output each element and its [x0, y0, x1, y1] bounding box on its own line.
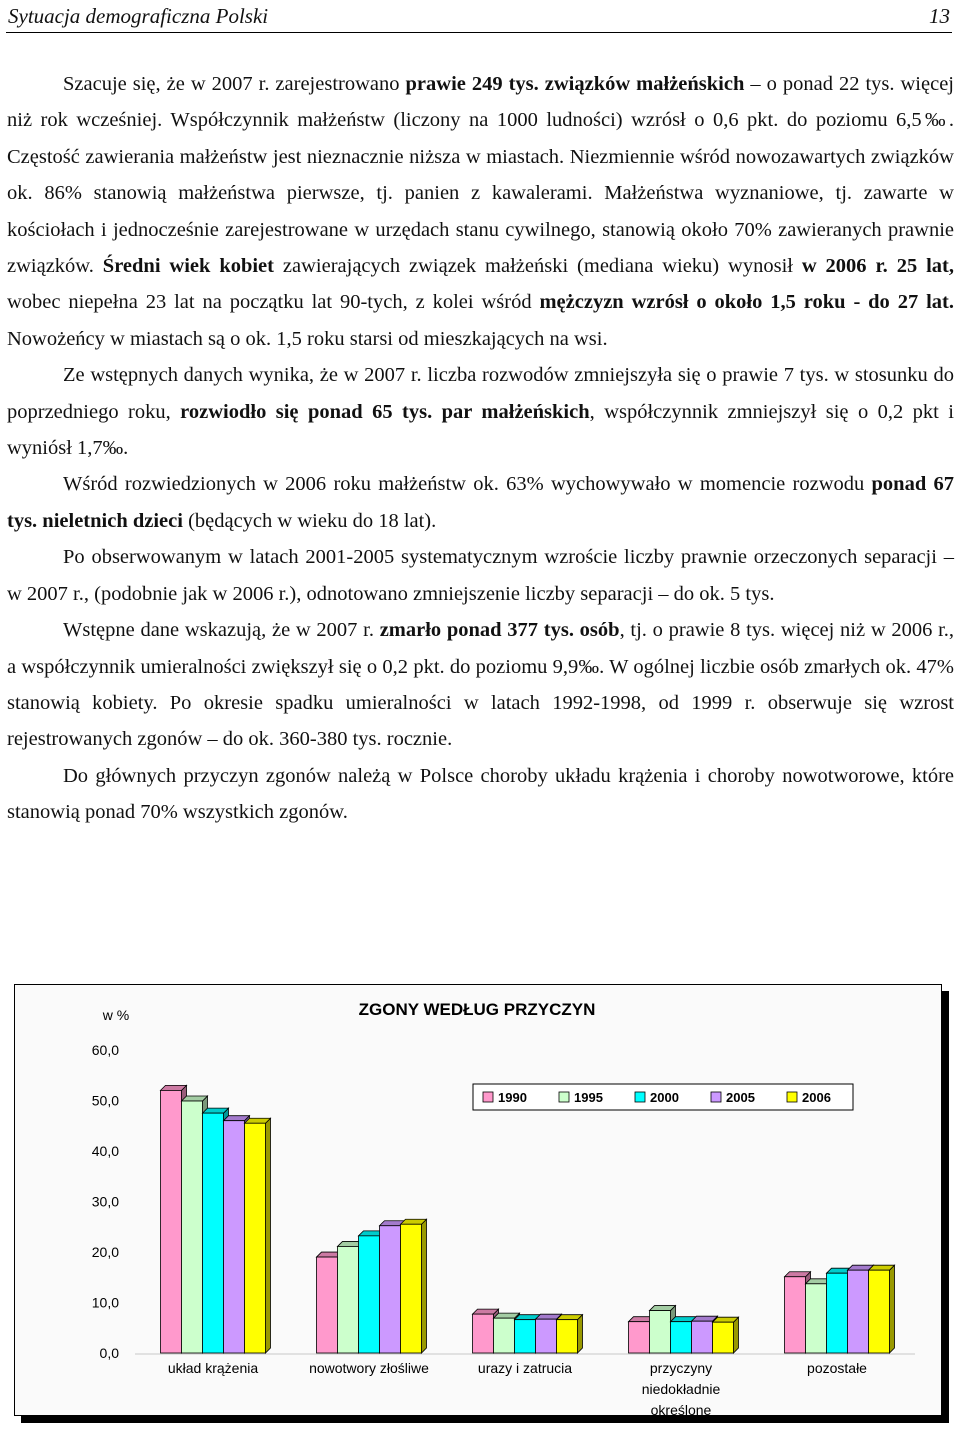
x-tick-label: niedokładnie — [641, 1381, 721, 1397]
y-tick-label: 30,0 — [91, 1193, 119, 1210]
bold-text: zmarło ponad 377 tys. osób — [379, 619, 620, 642]
legend-swatch — [635, 1092, 645, 1102]
paragraph — [7, 357, 954, 466]
text-run: Wstępne dane wskazują, że w 2007 r. — [63, 619, 380, 642]
bar-top — [182, 1096, 208, 1101]
bar-side — [890, 1265, 895, 1353]
legend-swatch — [711, 1092, 721, 1102]
bold-text: ponad 67 tys. nieletnich dzieci — [7, 473, 954, 532]
paragraph — [7, 612, 954, 758]
bar-top — [692, 1316, 718, 1321]
bold-text: prawie 249 tys. związków małżeńskich — [405, 73, 745, 95]
text-run: Nowożeńcy w miastach są o ok. 1,5 roku starsi od mieszkających na wsi. — [7, 327, 608, 350]
bar — [224, 1121, 245, 1353]
bar-top — [473, 1309, 499, 1314]
bar — [827, 1273, 848, 1353]
bar — [380, 1226, 401, 1353]
bold-text: w 2006 r. — [801, 255, 888, 278]
bar — [629, 1322, 650, 1353]
x-tick-label: przyczyny — [649, 1360, 713, 1376]
text-run: wobec niepełna 23 lat na początku lat 90-tych, z kolei wśród — [7, 291, 540, 314]
x-tick-label: pozostałe — [807, 1360, 867, 1376]
bar — [317, 1257, 338, 1353]
y-axis-label: w % — [102, 1007, 130, 1023]
bar — [713, 1322, 734, 1353]
bold-text: rozwiodło się ponad 65 tys. par małżeńskich — [180, 400, 590, 423]
legend-label: 1990 — [498, 1090, 527, 1105]
bar — [557, 1320, 578, 1353]
paragraph — [7, 539, 954, 612]
bar — [473, 1314, 494, 1353]
legend-label: 2006 — [802, 1090, 831, 1105]
x-tick-label: określone — [650, 1402, 712, 1415]
page-number: 13 — [929, 4, 950, 28]
chart-svg — [15, 985, 941, 1415]
x-tick-label: urazy i zatrucia — [477, 1360, 573, 1376]
text-run: – o ponad 22 tys. więcej niż rok wcześniej. Współczynnik małżeństw (liczony na 1000 ludności) wzrósł o 0,6 pkt. do poziomu 6,5‰. Częstość zawierania małżeństw jest nieznacznie niższa w miastach. Niezmiennie wśród nowozawartych związków ok. 86% stanowią małżeństwa pierwsze, tj. panien z kawalerami. Małżeństwa wyznaniowe, tj. zawarte w kościołach i jednocześnie zarejestrowane w urzędach stanu cywilnego, stanowią około 70% zawieranych prawnie związków. — [7, 73, 954, 278]
y-tick-label: 50,0 — [91, 1092, 119, 1109]
bar — [161, 1090, 182, 1353]
bar — [494, 1318, 515, 1353]
bar-top — [224, 1116, 250, 1121]
bar-top — [869, 1265, 895, 1270]
bar-top — [713, 1317, 739, 1322]
bar-top — [203, 1108, 229, 1113]
legend-label: 1995 — [574, 1090, 603, 1105]
x-tick-label: nowotwory złośliwe — [309, 1360, 429, 1376]
bar-side — [578, 1315, 583, 1353]
bar — [338, 1246, 359, 1353]
bold-text: 25 lat, — [887, 255, 954, 278]
legend-label: 2005 — [726, 1090, 755, 1105]
text-run: Po obserwowanym w latach 2001-2005 systematycznym wzroście liczby prawnie orzeczonych separacji – w 2007 r., (podobnie jak w 2006 r.), odnotowano zmniejszenie liczby separacji – do ok. 5 tys. — [7, 546, 954, 605]
paragraph — [7, 466, 954, 539]
bar-top — [785, 1272, 811, 1277]
y-tick-label: 0,0 — [99, 1345, 119, 1361]
document-title: Sytuacja demograficzna Polski — [8, 4, 269, 28]
bar — [182, 1101, 203, 1353]
bar — [848, 1270, 869, 1353]
bar-top — [650, 1306, 676, 1311]
bar-top — [401, 1219, 427, 1224]
bar — [515, 1320, 536, 1353]
legend-label: 2000 — [650, 1090, 679, 1105]
x-tick-label: układ krążenia — [167, 1360, 259, 1376]
text-run: Wśród rozwiedzionych w 2006 roku małżeństw ok. 63% wychowywało w momencie rozwodu — [63, 473, 872, 496]
text-run: Ze wstępnych danych wynika, że w 2007 r. liczba rozwodów zmniejszyła się o prawie 7 tys. w stosunku do poprzedniego roku, — [7, 364, 954, 423]
y-tick-label: 40,0 — [91, 1143, 119, 1159]
bold-text: mężczyzn wzrósł o około 1,5 roku - do 27 lat. — [539, 291, 954, 314]
bar-side — [422, 1219, 427, 1353]
page-header — [6, 2, 952, 33]
bar-top — [557, 1315, 583, 1320]
bar-top — [494, 1313, 520, 1318]
text-run: , współczynnik zmniejszył się o 0,2 pkt i wyniósł 1,7‰. — [7, 400, 955, 460]
bar — [245, 1123, 266, 1353]
bar — [536, 1319, 557, 1353]
y-tick-label: 60,0 — [91, 1042, 119, 1058]
text-run: Szacuje się, że w 2007 r. zarejestrowano — [63, 73, 406, 95]
y-tick-label: 20,0 — [91, 1244, 119, 1260]
bar — [785, 1277, 806, 1353]
paragraph — [7, 66, 954, 357]
legend-swatch — [787, 1092, 797, 1102]
chart-title: ZGONY WEDŁUG PRZYCZYN — [358, 1000, 596, 1019]
text-run: Do głównych przyczyn zgonów należą w Polsce choroby układu krążenia i choroby nowotworowe, które stanowią ponad 70% wszystkich zgonów. — [7, 764, 954, 824]
bar-top — [161, 1085, 187, 1090]
bar — [671, 1322, 692, 1353]
text-run: zawierających związek małżeński (mediana wieku) wynosił — [274, 255, 802, 278]
bar — [401, 1224, 422, 1353]
body-text — [7, 66, 954, 831]
bar — [869, 1270, 890, 1353]
text-run: , tj. o prawie 8 tys. więcej niż w 2006 r., a współczynnik umieralności zwiększył się o 0,2 pkt. do poziomu 9,9‰. W ogólnej liczbie osób zmarłych ok. 47% stanowią kobiety. Po okresie spadku umieralności w latach 1992-1998, od 1999 r. obserwuje się wzrost rejestrowanych zgonów – do ok. 360-380 tys. rocznie. — [7, 619, 955, 751]
bar — [806, 1284, 827, 1353]
text-run: (będących w wieku do 18 lat). — [182, 509, 437, 532]
bar — [692, 1321, 713, 1353]
bar — [203, 1113, 224, 1353]
bar — [359, 1236, 380, 1353]
bar — [650, 1311, 671, 1353]
legend-swatch — [559, 1092, 569, 1102]
bar-top — [245, 1118, 271, 1123]
deaths-by-cause-chart — [14, 984, 942, 1416]
bold-text: Średni wiek kobiet — [102, 255, 274, 278]
paragraph — [7, 758, 954, 831]
legend-swatch — [483, 1092, 493, 1102]
y-tick-label: 10,0 — [91, 1294, 119, 1311]
bar-side — [266, 1118, 271, 1353]
bar-side — [734, 1317, 739, 1353]
